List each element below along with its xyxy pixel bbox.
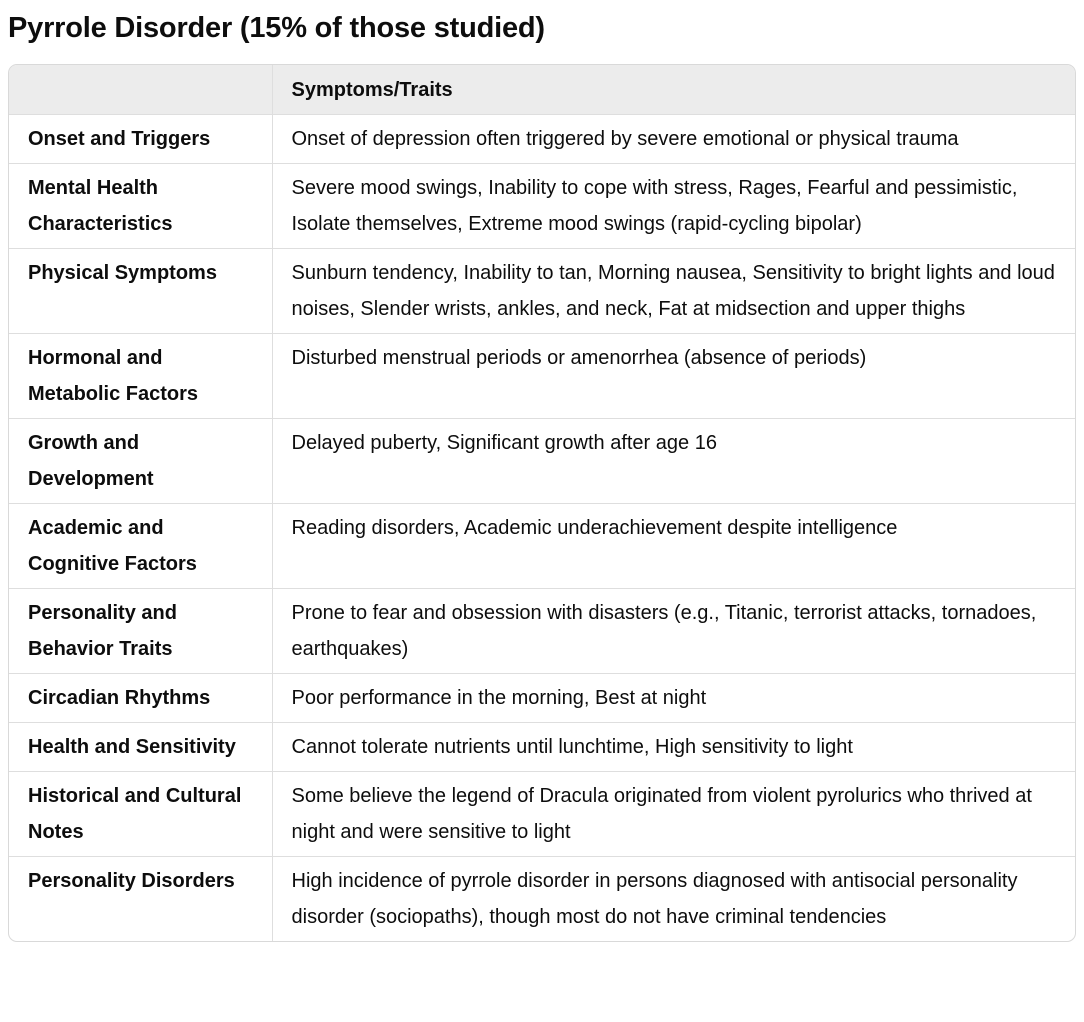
symptoms-table: [8, 64, 1076, 942]
row-traits: Some believe the legend of Dracula originated from violent pyrolurics who thrived at night and were sensitive to light: [272, 772, 1075, 857]
table-row: [9, 115, 1075, 164]
table-row: [9, 419, 1075, 504]
table-row: [9, 589, 1075, 674]
row-category: Personality and Behavior Traits: [9, 589, 272, 674]
row-traits: Delayed puberty, Significant growth after age 16: [272, 419, 1075, 504]
row-category: Mental Health Characteristics: [9, 164, 272, 249]
row-category: Physical Symptoms: [9, 249, 272, 334]
table-row: [9, 857, 1075, 942]
table-row: [9, 249, 1075, 334]
row-category: Growth and Development: [9, 419, 272, 504]
row-category: Personality Disorders: [28, 870, 235, 892]
row-category: Onset and Triggers: [9, 115, 272, 164]
column-header-symptoms: Symptoms/Traits: [272, 65, 1075, 115]
row-traits: Severe mood swings, Inability to cope with stress, Rages, Fearful and pessimistic, Isolate themselves, Extreme mood swings (rapid-cycling bipolar): [272, 164, 1075, 249]
row-traits: Cannot tolerate nutrients until lunchtime, High sensitivity to light: [272, 723, 1075, 772]
table-row: [9, 504, 1075, 589]
row-category: Health and Sensitivity: [9, 723, 272, 772]
table-row: [9, 164, 1075, 249]
row-category: Hormonal and Metabolic Factors: [9, 334, 272, 419]
row-traits: Sunburn tendency, Inability to tan, Morning nausea, Sensitivity to bright lights and loud noises, Slender wrists, ankles, and neck, Fat at midsection and upper thighs: [272, 249, 1075, 334]
row-category: Circadian Rhythms: [9, 674, 272, 723]
table-header-row: [9, 65, 1075, 115]
page-title: Pyrrole Disorder (15% of those studied): [8, 12, 545, 44]
table-row: [9, 723, 1075, 772]
row-traits: High incidence of pyrrole disorder in persons diagnosed with antisocial personality disorder (sociopaths), though most do not have criminal tendencies: [272, 857, 1075, 942]
row-traits: Disturbed menstrual periods or amenorrhea (absence of periods): [272, 334, 1075, 419]
row-category: Historical and Cultural Notes: [9, 772, 272, 857]
table-row: [9, 674, 1075, 723]
table-row: [9, 334, 1075, 419]
table-row: [9, 772, 1075, 857]
row-traits: Onset of depression often triggered by severe emotional or physical trauma: [272, 115, 1075, 164]
row-traits: Prone to fear and obsession with disasters (e.g., Titanic, terrorist attacks, tornadoes, earthquakes): [272, 589, 1075, 674]
row-traits: Reading disorders, Academic underachievement despite intelligence: [272, 504, 1075, 589]
row-category: Academic and Cognitive Factors: [9, 504, 272, 589]
row-traits: Poor performance in the morning, Best at night: [272, 674, 1075, 723]
column-header-category: [9, 65, 272, 115]
